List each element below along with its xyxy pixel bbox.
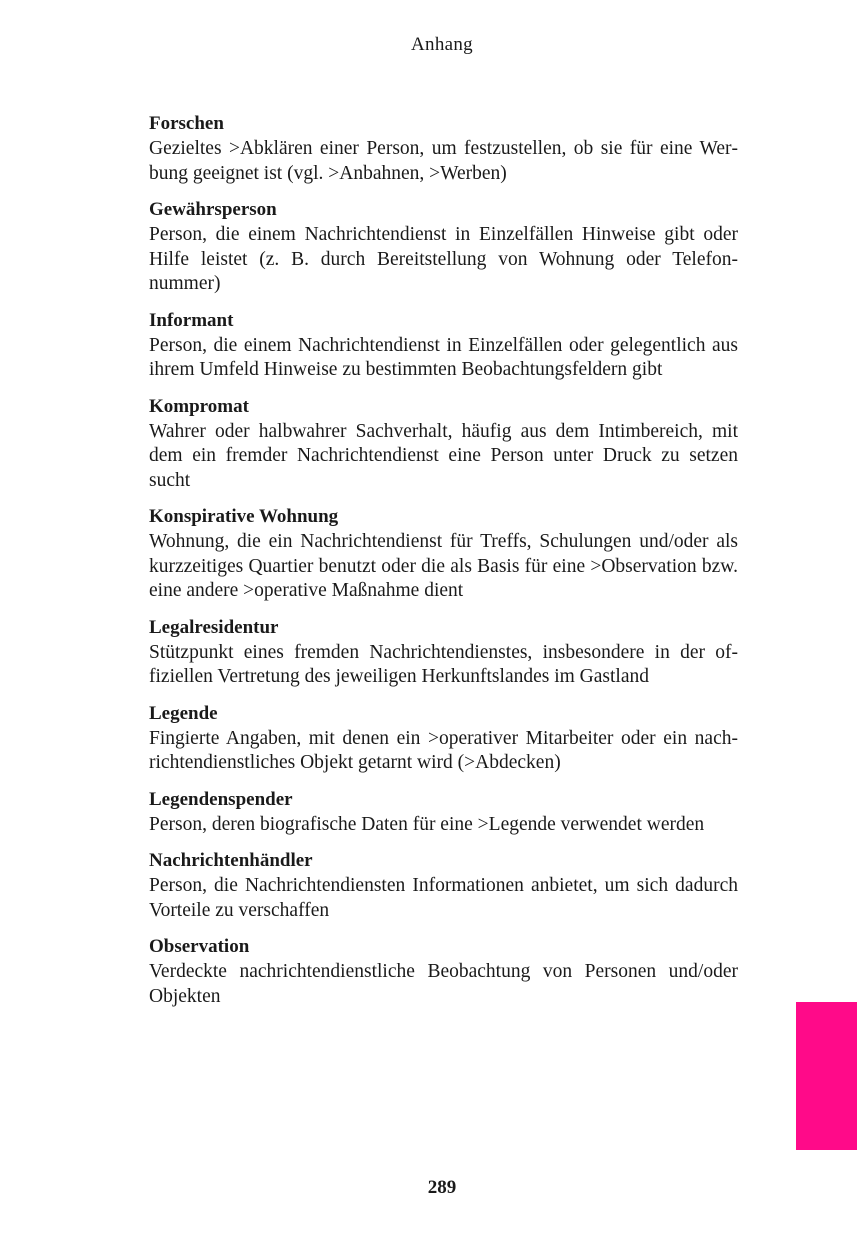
glossary-entry [149, 309, 738, 383]
glossary-term: Observation [149, 936, 250, 957]
glossary-entry [149, 702, 738, 776]
glossary-list [149, 112, 738, 1021]
glossary-definition: Stützpunkt eines fremden Nachrichtendienstes, insbesondere in der offiziellen Vertretung des jeweiligen Herkunftslandes im Gastland [149, 641, 738, 687]
glossary-entry [149, 505, 738, 604]
glossary-entry [149, 112, 738, 186]
glossary-entry [149, 395, 738, 494]
glossary-definition: Gezieltes >Abklären einer Person, um festzustellen, ob sie für eine Werbung geeignet ist (vgl. >Anbahnen, >Werben) [149, 138, 738, 184]
chapter-tab-marker [796, 1002, 857, 1150]
glossary-entry [149, 935, 738, 1009]
glossary-term: Kompromat [149, 395, 249, 417]
glossary-definition: Person, die einem Nachrichtendienst in Einzelfällen Hinweise gibt oder Hilfe leistet (z. B. durch Bereitstellung von Wohnung oder Telefonnummer) [149, 224, 738, 294]
glossary-term: Gewährsperson [149, 199, 277, 220]
glossary-definition: Fingierte Angaben, mit denen ein >operativer Mitarbeiter oder ein nachrichtendienstliches Objekt getarnt wird (>Abdecken) [149, 727, 738, 773]
glossary-term: Informant [149, 309, 234, 331]
glossary-entry [149, 198, 738, 297]
glossary-entry [149, 616, 738, 690]
glossary-term: Konspirative Wohnung [149, 506, 339, 527]
page-number: 289 [427, 1177, 457, 1198]
glossary-term: Forschen [149, 113, 224, 134]
glossary-definition: Person, deren biografische Daten für eine >Legende verwendet werden [149, 813, 705, 835]
glossary-definition: Person, die einem Nachrichtendienst in Einzelfällen oder gelegentlich aus ihrem Umfeld Hinweise zu bestimmten Beobachtungsfeldern gibt [149, 334, 738, 380]
glossary-definition: Verdeckte nachrichtendienstliche Beobachtung von Personen und/oder Objekten [149, 961, 738, 1007]
glossary-term: Nachrichtenhändler [149, 850, 313, 871]
glossary-entry [149, 788, 738, 838]
glossary-entry [149, 849, 738, 923]
glossary-definition: Person, die Nachrichtendiensten Informationen anbietet, um sich dadurch Vorteile zu verschaffen [149, 875, 738, 921]
glossary-term: Legende [149, 702, 218, 724]
glossary-term: Legalresidentur [149, 616, 279, 638]
glossary-definition: Wohnung, die ein Nachrichtendienst für Treffs, Schulungen und/oder als kurzzeitiges Quartier benutzt oder die als Basis für eine >Observation bzw. eine andere >operative Maßnahme dient [149, 531, 738, 601]
running-header: Anhang [411, 34, 473, 55]
glossary-term: Legendenspender [149, 788, 293, 810]
glossary-definition: Wahrer oder halbwahrer Sachverhalt, häufig aus dem Intimbereich, mit dem ein fremder Nachrichtendienst eine Person unter Druck zu setzen sucht [149, 420, 738, 491]
